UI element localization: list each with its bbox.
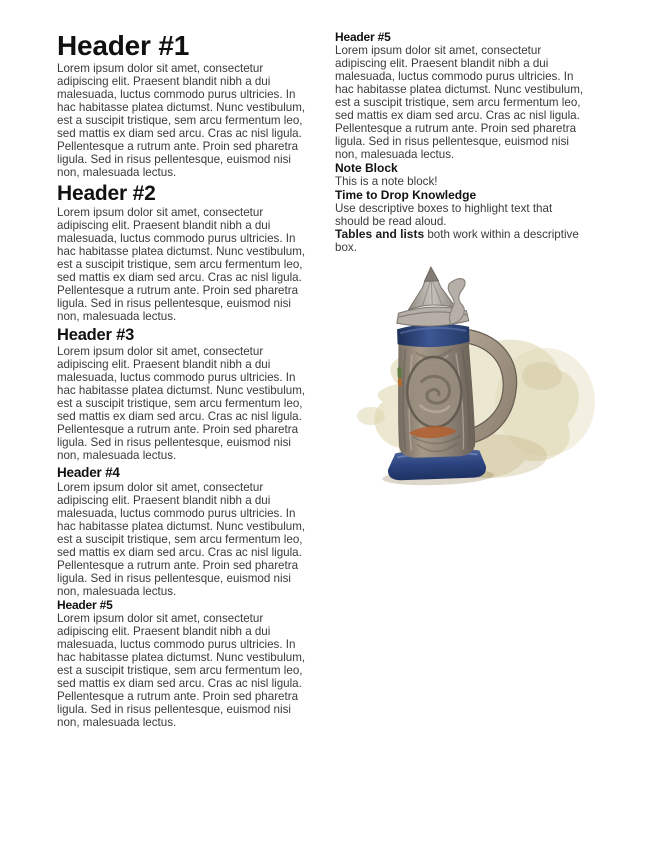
knowledge-tail: both work within a descriptive box. (335, 228, 579, 254)
section-header-1 (57, 30, 309, 179)
section-paragraph: Lorem ipsum dolor sit amet, consectetur adipiscing elit. Praesent blandit nibh a dui malesuada, luctus commodo purus ultricies. In hac habitasse platea dictumst. Nunc vestibulum, est a suscipit tristique, sem arcu fermentum leo, sed mattis ex diam sed arcu. Cras ac nisl ligula. Pellentesque a rutrum ante. Proin sed pharetra ligula. Sed in risus pellentesque, euismod nisi non, malesuada lectus. (335, 44, 584, 161)
section-paragraph: Lorem ipsum dolor sit amet, consectetur adipiscing elit. Praesent blandit nibh a dui malesuada, luctus commodo purus ultricies. In hac habitasse platea dictumst. Nunc vestibulum, est a suscipit tristique, sem arcu fermentum leo, sed mattis ex diam sed arcu. Cras ac nisl ligula. Pellentesque a rutrum ante. Proin sed pharetra ligula. Sed in risus pellentesque, euismod nisi non, malesuada lectus. (57, 62, 306, 179)
knowledge-body: Use descriptive boxes to highlight text that should be read aloud. (335, 202, 553, 228)
right-column (335, 30, 587, 844)
section-header-3 (57, 323, 309, 462)
section-header-2 (57, 179, 309, 323)
section-title: Header #5 (57, 598, 113, 612)
note-block-title: Note Block (335, 161, 398, 175)
section-header-4 (57, 462, 309, 598)
section-paragraph: Lorem ipsum dolor sit amet, consectetur adipiscing elit. Praesent blandit nibh a dui malesuada, luctus commodo purus ultricies. In hac habitasse platea dictumst. Nunc vestibulum, est a suscipit tristique, sem arcu fermentum leo, sed mattis ex diam sed arcu. Cras ac nisl ligula. Pellentesque a rutrum ante. Proin sed pharetra ligula. Sed in risus pellentesque, euismod nisi non, malesuada lectus. (57, 481, 306, 598)
knowledge-bold-lead: Tables and lists (335, 227, 425, 241)
section-paragraph: Lorem ipsum dolor sit amet, consectetur adipiscing elit. Praesent blandit nibh a dui malesuada, luctus commodo purus ultricies. In hac habitasse platea dictumst. Nunc vestibulum, est a suscipit tristique, sem arcu fermentum leo, sed mattis ex diam sed arcu. Cras ac nisl ligula. Pellentesque a rutrum ante. Proin sed pharetra ligula. Sed in risus pellentesque, euismod nisi non, malesuada lectus. (57, 612, 306, 729)
section-title: Header #3 (57, 326, 135, 344)
section-paragraph: Lorem ipsum dolor sit amet, consectetur adipiscing elit. Praesent blandit nibh a dui malesuada, luctus commodo purus ultricies. In hac habitasse platea dictumst. Nunc vestibulum, est a suscipit tristique, sem arcu fermentum leo, sed mattis ex diam sed arcu. Cras ac nisl ligula. Pellentesque a rutrum ante. Proin sed pharetra ligula. Sed in risus pellentesque, euismod nisi non, malesuada lectus. (57, 345, 306, 462)
section-title: Header #5 (335, 30, 391, 44)
knowledge-tables-line (335, 228, 587, 254)
note-block-body: This is a note block! (335, 175, 438, 188)
knowledge-title: Time to Drop Knowledge (335, 188, 477, 202)
beer-stein-illustration (337, 264, 629, 496)
section-header-5 (57, 598, 309, 729)
section-title: Header #1 (57, 30, 190, 61)
section-title: Header #2 (57, 182, 156, 205)
lid-finial (424, 267, 438, 281)
section-paragraph: Lorem ipsum dolor sit amet, consectetur adipiscing elit. Praesent blandit nibh a dui malesuada, luctus commodo purus ultricies. In hac habitasse platea dictumst. Nunc vestibulum, est a suscipit tristique, sem arcu fermentum leo, sed mattis ex diam sed arcu. Cras ac nisl ligula. Pellentesque a rutrum ante. Proin sed pharetra ligula. Sed in risus pellentesque, euismod nisi non, malesuada lectus. (57, 206, 306, 323)
left-column (57, 30, 309, 844)
section-header-5-right (335, 30, 587, 161)
section-title: Header #4 (57, 465, 120, 480)
